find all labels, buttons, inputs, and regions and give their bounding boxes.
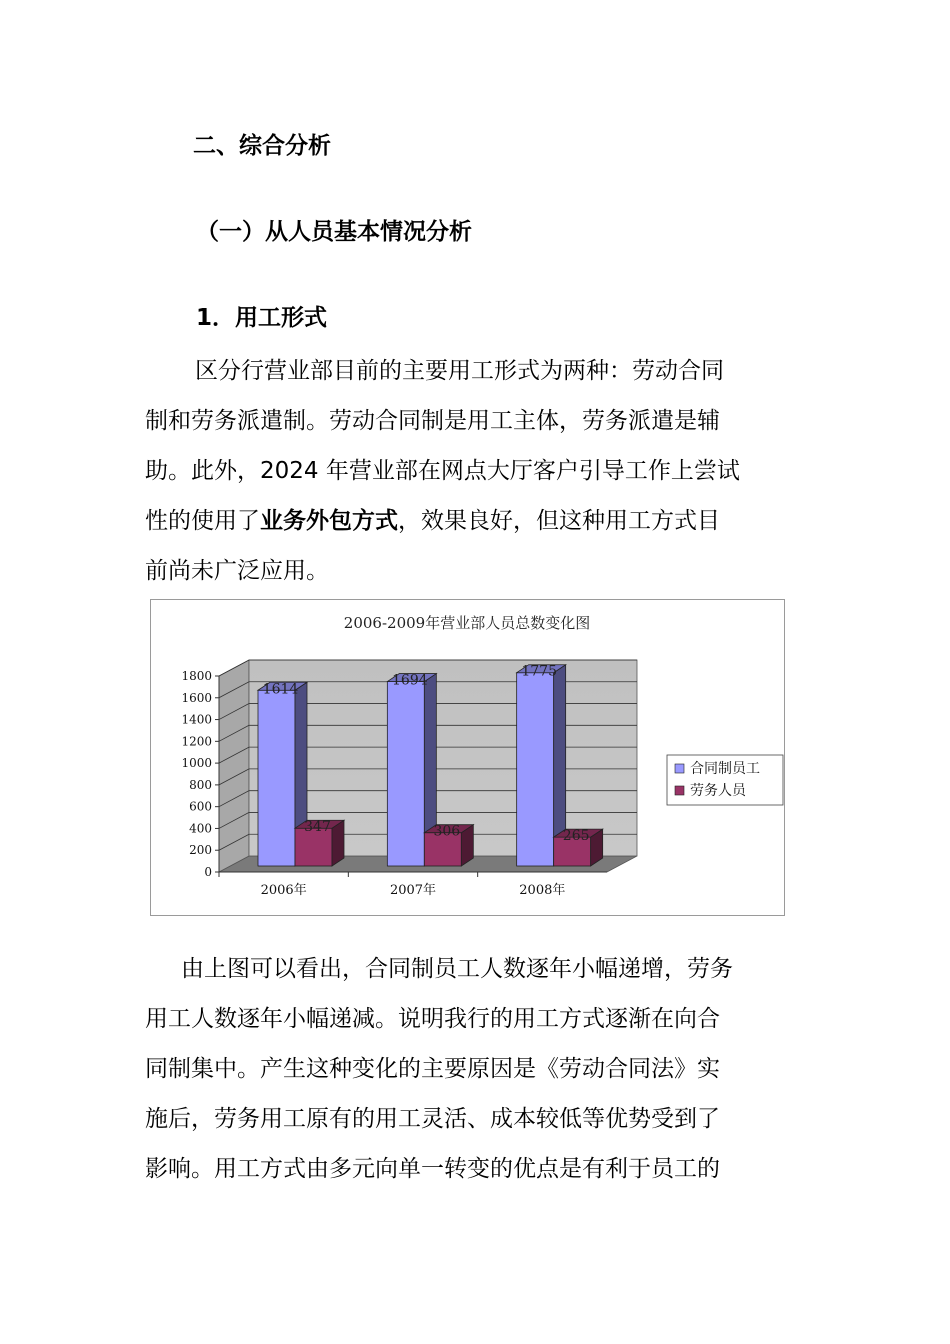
- y-tick-label: 1000: [181, 756, 212, 771]
- paragraph-line: 助。此外，2024 年营业部在网点大厅客户引导工作上尝试: [145, 458, 740, 484]
- bar-value-label: 1775: [521, 663, 557, 680]
- bar-front: [258, 690, 295, 866]
- x-tick-label: 2006年: [260, 883, 307, 898]
- legend-swatch: [675, 764, 684, 773]
- x-tick-label: 2008年: [519, 883, 566, 898]
- chart-side-wall: [219, 660, 249, 872]
- paragraph-line: 前尚未广泛应用。: [145, 558, 329, 584]
- bar-value-label: 347: [304, 819, 331, 836]
- paragraph-line: 区分行营业部目前的主要用工形式为两种：劳动合同: [195, 358, 724, 384]
- bar-chart-svg: [151, 600, 784, 915]
- y-tick-label: 1600: [181, 690, 212, 705]
- bar-value-label: 306: [433, 823, 461, 840]
- x-axis-ticks: [219, 872, 607, 898]
- topic-heading: 1．用工形式: [196, 305, 328, 331]
- bar-front: [517, 673, 554, 866]
- y-tick-label: 1400: [181, 712, 212, 727]
- subsection-heading: （一）从人员基本情况分析: [196, 219, 472, 245]
- y-tick-label: 0: [204, 865, 212, 879]
- y-tick-label: 800: [189, 777, 212, 792]
- y-tick-label: 1800: [181, 669, 212, 683]
- bar-value-label: 1614: [262, 681, 299, 698]
- y-axis-ticks: [181, 669, 219, 879]
- y-tick-label: 1200: [181, 734, 212, 749]
- paragraph-line: 施后，劳务用工原有的用工灵活、成本较低等优势受到了: [145, 1106, 720, 1132]
- staff-total-chart: [150, 599, 785, 916]
- legend-swatch: [675, 786, 684, 795]
- bold-phrase: 业务外包方式: [260, 508, 398, 534]
- chart-title: 2006-2009年营业部人员总数变化图: [343, 614, 591, 632]
- paragraph-chart-analysis: [145, 944, 810, 1194]
- bar-value-label: 1694: [392, 672, 428, 689]
- paragraph-line: 由上图可以看出，合同制员工人数逐年小幅递增，劳务: [181, 956, 733, 982]
- paragraph-employment-forms: [145, 346, 810, 596]
- legend-label: 劳务人员: [690, 783, 746, 799]
- paragraph-line: [145, 496, 810, 546]
- x-tick-label: 2007年: [389, 883, 437, 898]
- paragraph-line: 用工人数逐年小幅递减。说明我行的用工方式逐渐在向合: [145, 1006, 720, 1032]
- text-run: 性的使用了: [145, 508, 260, 534]
- y-tick-label: 600: [189, 799, 212, 814]
- section-heading: 二、综合分析: [193, 133, 331, 159]
- y-tick-label: 400: [189, 821, 212, 836]
- paragraph-line: 同制集中。产生这种变化的主要原因是《劳动合同法》实: [145, 1056, 720, 1082]
- legend-label: 合同制员工: [690, 761, 760, 777]
- chart-legend: [667, 755, 783, 805]
- paragraph-line: 影响。用工方式由多元向单一转变的优点是有利于员工的: [145, 1156, 720, 1182]
- bar-value-label: 265: [562, 828, 590, 845]
- bar-front: [387, 682, 424, 866]
- text-run: ，效果良好，但这种用工方式目: [398, 508, 720, 534]
- y-tick-label: 200: [189, 843, 212, 858]
- paragraph-line: 制和劳务派遣制。劳动合同制是用工主体，劳务派遣是辅: [145, 408, 720, 434]
